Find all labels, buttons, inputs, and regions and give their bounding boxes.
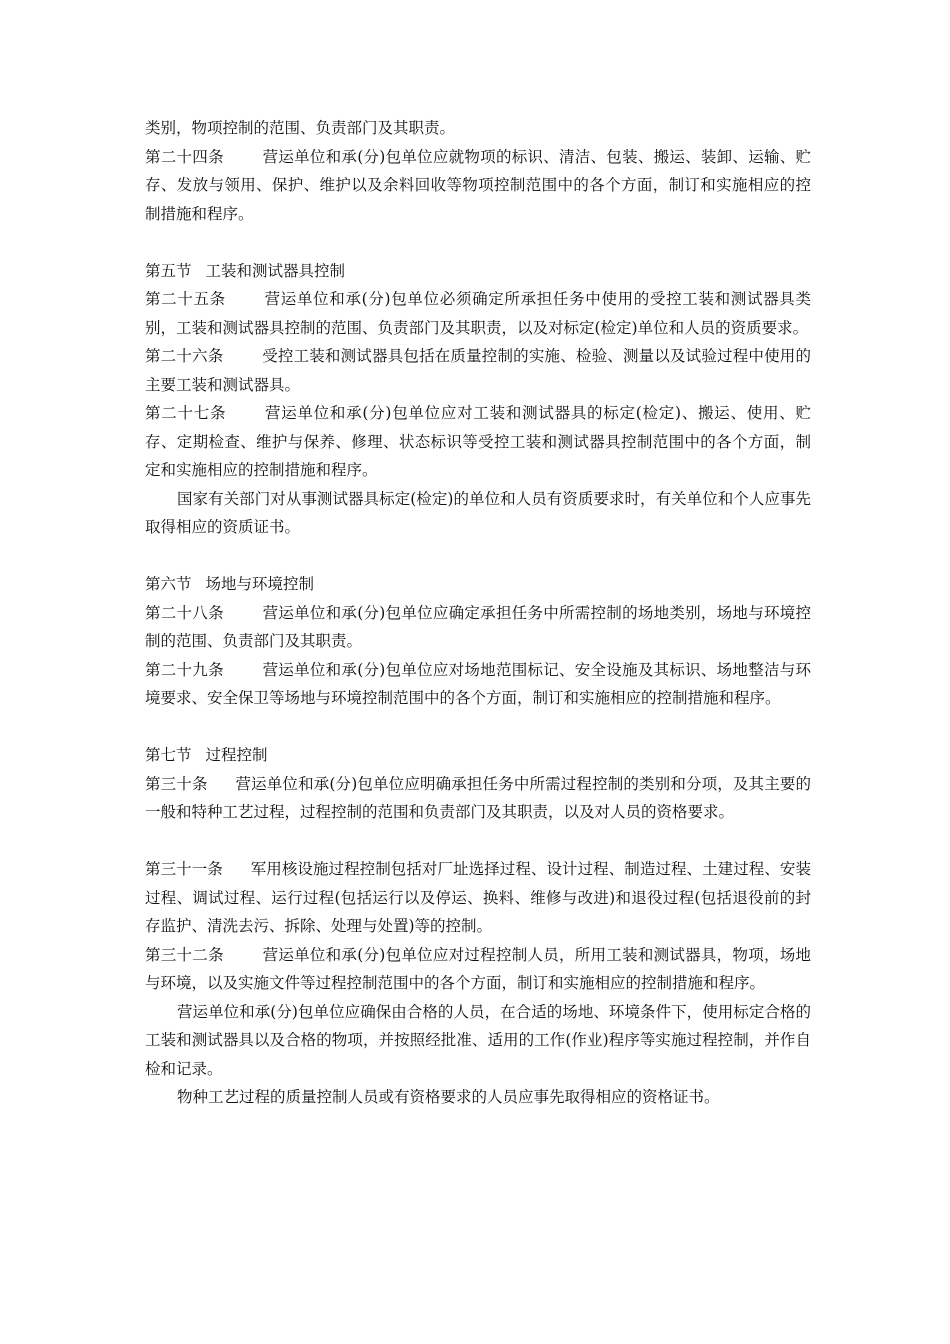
paragraph-continuation: 类别，物项控制的范围、负责部门及其职责。: [145, 119, 456, 137]
article-label: 第二十四条: [145, 147, 224, 166]
article-label: 第二十六条: [145, 347, 224, 365]
article-32-paragraph-2: 营运单位和承(分)包单位应确保由合格的人员，在合适的场地、环境条件下，使用标定合格的工装和测试器具以及合格的物项，并按照经批准、适用的工作(作业)程序等实施过程控制，并作自检和记录。: [145, 1002, 811, 1078]
paragraph-gap: [145, 228, 811, 257]
article-label: 第三十一条: [145, 860, 223, 878]
section-heading-6: [145, 570, 811, 599]
section-title: 过程控制: [205, 746, 268, 764]
article-27-paragraph-2: 国家有关部门对从事测试器具标定(检定)的单位和人员有资质要求时，有关单位和个人应事先取得相应的资质证书。: [145, 489, 811, 536]
document-body: [145, 114, 811, 1112]
article-31: [145, 855, 811, 941]
article-label: 第三十条: [145, 774, 208, 793]
section-number: 第五节: [145, 261, 192, 280]
article-24: [145, 143, 811, 229]
section-title: 场地与环境控制: [205, 575, 314, 593]
article-26: [145, 342, 811, 399]
paragraph-gap: [145, 542, 811, 571]
article-label: 第二十九条: [145, 660, 224, 679]
paragraph-gap: [145, 713, 811, 742]
section-number: 第七节: [145, 746, 192, 764]
article-text: 受控工装和测试器具包括在质量控制的实施、检验、测量以及试验过程中使用的主要工装和测试器具。: [145, 347, 811, 394]
article-text: 营运单位和承(分)包单位应就物项的标识、清洁、包装、搬运、装卸、运输、贮存、发放与领用、保护、维护以及余料回收等物项控制范围中的各个方面，制订和实施相应的控制措施和程序。: [145, 147, 811, 223]
article-label: 第三十二条: [145, 945, 224, 964]
article-text: 营运单位和承(分)包单位应对工装和测试器具的标定(检定)、搬运、使用、贮存、定期检查、维护与保养、修理、状态标识等受控工装和测试器具控制范围中的各个方面，制定和实施相应的控制措施和程序。: [145, 404, 811, 479]
article-28: [145, 599, 811, 656]
article-29: [145, 656, 811, 713]
section-number: 第六节: [145, 575, 192, 593]
article-32: [145, 941, 811, 998]
article-text: 营运单位和承(分)包单位应对过程控制人员，所用工装和测试器具，物项，场地与环境，以及实施文件等过程控制范围中的各个方面，制订和实施相应的控制措施和程序。: [145, 945, 811, 992]
article-27: [145, 399, 811, 485]
article-32-paragraph-3: 物种工艺过程的质量控制人员或有资格要求的人员应事先取得相应的资格证书。: [177, 1088, 720, 1106]
article-text: 军用核设施过程控制包括对厂址选择过程、设计过程、制造过程、土建过程、安装过程、调试过程、运行过程(包括运行以及停运、换料、维修与改进)和退役过程(包括退役前的封存监护、清洗去污、拆除、处理与处置)等的控制。: [145, 860, 811, 935]
article-text: 营运单位和承(分)包单位应对场地范围标记、安全设施及其标识、场地整洁与环境要求、安全保卫等场地与环境控制范围中的各个方面，制订和实施相应的控制措施和程序。: [145, 660, 811, 707]
article-text: 营运单位和承(分)包单位应明确承担任务中所需过程控制的类别和分项，及其主要的一般和特种工艺过程，过程控制的范围和负责部门及其职责，以及对人员的资格要求。: [145, 774, 811, 821]
paragraph-gap: [145, 827, 811, 856]
article-label: 第二十七条: [145, 404, 227, 422]
article-text: 营运单位和承(分)包单位必须确定所承担任务中使用的受控工装和测试器具类别，工装和测试器具控制的范围、负责部门及其职责，以及对标定(检定)单位和人员的资质要求。: [145, 290, 811, 337]
article-25: [145, 285, 811, 342]
section-title: 工装和测试器具控制: [205, 261, 345, 280]
section-heading-7: [145, 741, 811, 770]
section-heading-5: [145, 257, 811, 286]
article-text: 营运单位和承(分)包单位应确定承担任务中所需控制的场地类别，场地与环境控制的范围、负责部门及其职责。: [145, 603, 811, 650]
article-label: 第二十五条: [145, 290, 226, 308]
article-label: 第二十八条: [145, 603, 224, 622]
article-30: [145, 770, 811, 827]
